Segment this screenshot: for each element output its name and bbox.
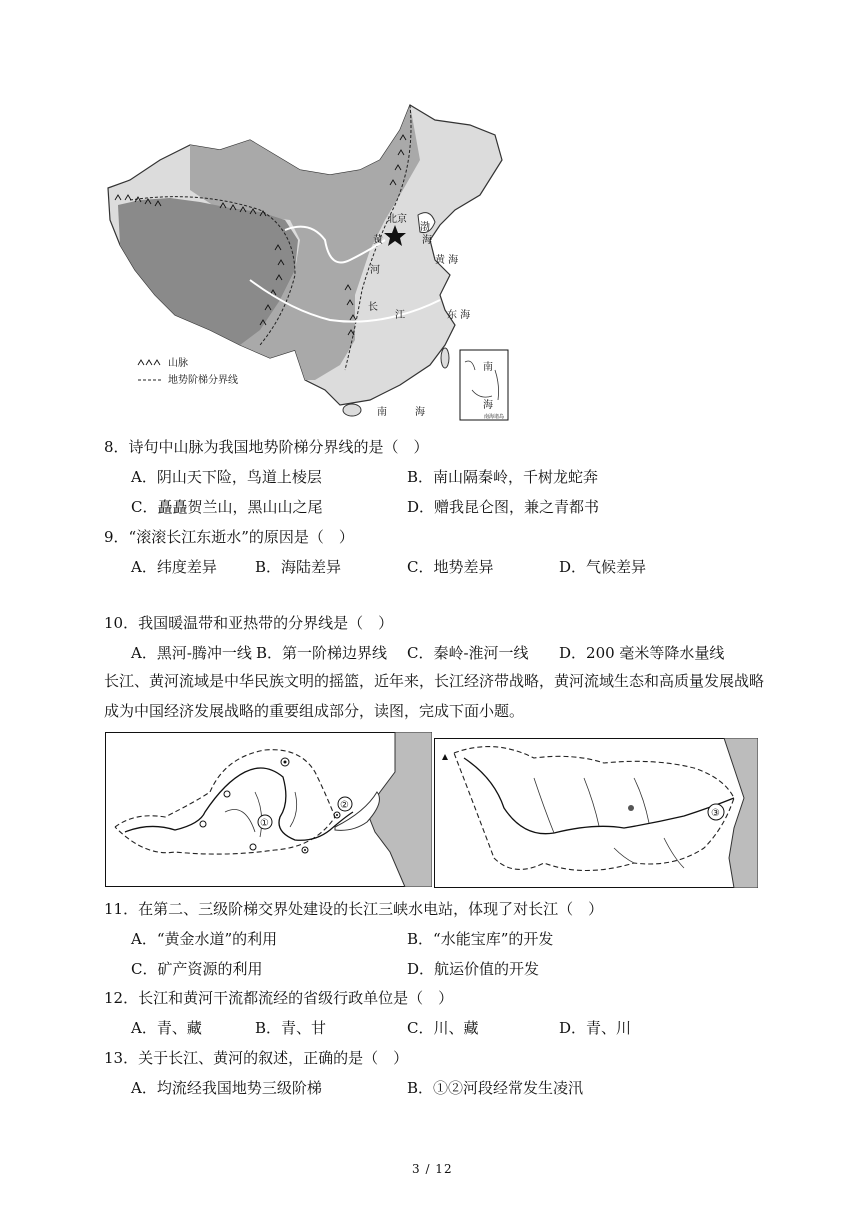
page-number: 3 / 12 (412, 1162, 453, 1176)
q12-option-a[interactable]: A．青、藏 (131, 1019, 202, 1037)
question-13: 13．关于长江、黄河的叙述，正确的是（ ） (104, 1049, 409, 1067)
q13-option-a[interactable]: A．均流经我国地势三级阶梯 (131, 1079, 322, 1097)
map-legend (138, 356, 238, 386)
legend-mountain-label: 山脉 (168, 358, 188, 369)
question-11: 11．在第二、三级阶梯交界处建设的长江三峡水电站，体现了对长江（ ） (104, 900, 604, 918)
he-label: 河 (370, 265, 380, 276)
bo-label: 渤 (420, 222, 430, 233)
china-terrain-map (100, 100, 520, 425)
legend-mountain-icon (138, 360, 160, 365)
taiwan-island (441, 348, 449, 368)
legend-boundary-label: 地势阶梯分界线 (168, 375, 238, 386)
q12-option-d[interactable]: D．青、川 (559, 1019, 632, 1037)
yellow-river-basin-map (105, 732, 432, 887)
q8-option-b[interactable]: B．南山隔秦岭，千树龙蛇奔 (407, 468, 599, 486)
question-9: 9．“滚滚长江东逝水”的原因是（ ） (104, 528, 354, 546)
q8-option-c[interactable]: C．矗矗贺兰山，黑山山之尾 (131, 498, 323, 516)
q9-option-c[interactable]: C．地势差异 (407, 558, 494, 576)
hainan-island (343, 404, 361, 416)
question-8: 8．诗句中山脉为我国地势阶梯分界线的是（ ） (104, 438, 429, 456)
q13-option-b[interactable]: B．①②河段经常发生凌汛 (407, 1079, 584, 1097)
q8-option-d[interactable]: D．赠我昆仑图，兼之青都书 (407, 498, 600, 516)
donghai-label: 东 海 (447, 310, 471, 321)
huang-label: 黄 (373, 235, 383, 246)
q10-option-a[interactable]: A．黑河-腾冲一线 (131, 644, 252, 662)
inset-hai-label: 海 (483, 400, 493, 411)
q10-option-d[interactable]: D．200 毫米等降水量线 (559, 644, 725, 662)
huanghai-label: 黄 海 (435, 255, 459, 266)
inset-note: 南海诸岛 (484, 414, 505, 420)
question-12: 12．长江和黄河干流都流经的省级行政单位是（ ） (104, 989, 454, 1007)
q9-option-d[interactable]: D．气候差异 (559, 558, 647, 576)
mark-1: ① (260, 818, 269, 829)
jiang-label: 江 (395, 310, 405, 321)
q11-option-a[interactable]: A．“黄金水道”的利用 (131, 930, 278, 948)
q8-option-a[interactable]: A．阴山天下险，鸟道上棱层 (131, 468, 322, 486)
q11-option-b[interactable]: B．“水能宝库”的开发 (407, 930, 554, 948)
hai2-label: 海 (415, 407, 425, 418)
q10-option-c[interactable]: C．秦岭-淮河一线 (407, 644, 529, 662)
chang-label: 长 (368, 302, 378, 313)
q9-option-a[interactable]: A．纬度差异 (131, 558, 217, 576)
q10-option-b[interactable]: B．第一阶梯边界线 (256, 644, 388, 662)
mark-2: ② (340, 800, 349, 811)
hai-label: 海 (422, 235, 432, 246)
q12-option-c[interactable]: C．川、藏 (407, 1019, 479, 1037)
mark-3: ③ (711, 808, 720, 819)
q12-option-b[interactable]: B．青、甘 (255, 1019, 327, 1037)
q11-option-c[interactable]: C．矿产资源的利用 (131, 960, 263, 978)
yangtze-river-basin-map (434, 738, 758, 888)
question-10: 10．我国暖温带和亚热带的分界线是（ ） (104, 614, 394, 632)
beijing-label: 北京 (387, 214, 407, 225)
nan-label: 南 (377, 407, 387, 418)
q11-option-d[interactable]: D．航运价值的开发 (407, 960, 540, 978)
q9-option-b[interactable]: B．海陆差异 (255, 558, 342, 576)
inset-nan-label: 南 (483, 362, 493, 373)
intro-paragraph: 长江、黄河流域是中华民族文明的摇篮，近年来，长江经济带战略，黄河流域生态和高质量发展战略成为中国经济发展战略的重要组成部分，读图，完成下面小题。 (104, 672, 765, 720)
